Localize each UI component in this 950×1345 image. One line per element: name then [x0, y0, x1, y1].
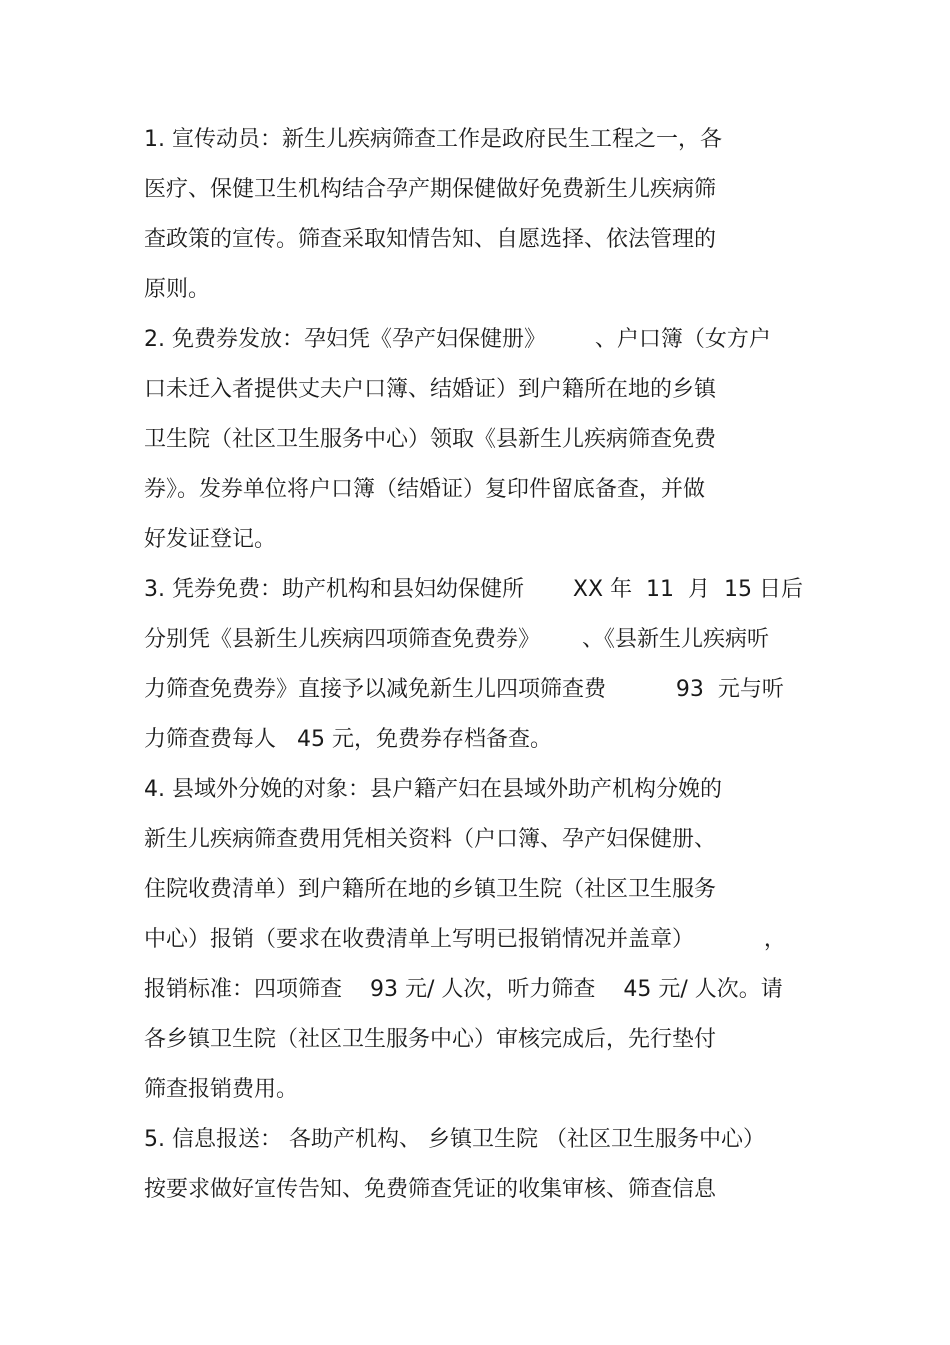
text-line: 新生儿疾病筛查费用凭相关资料（户口簿、孕产妇保健册、 [144, 827, 717, 852]
text-line: 医疗、保健卫生机构结合孕产期保健做好免费新生儿疾病筛 [144, 177, 717, 202]
text-line: 2. 免费券发放：孕妇凭《孕产妇保健册》 、户口簿（女方户 [144, 327, 771, 352]
text-line: 中心）报销（要求在收费清单上写明已报销情况并盖章） ， [144, 927, 786, 952]
text-line: 口未迁入者提供丈夫户口簿、结婚证）到户籍所在地的乡镇 [144, 377, 717, 402]
text-line: 报销标准：四项筛查 93 元/ 人次，听力筛查 45 元/ 人次。请 [144, 977, 783, 1002]
text-line: 5. 信息报送： 各助产机构、 乡镇卫生院 （社区卫生服务中心） [144, 1127, 765, 1152]
text-line: 各乡镇卫生院（社区卫生服务中心）审核完成后，先行垫付 [144, 1027, 717, 1052]
text-line: 查政策的宣传。筛查采取知情告知、自愿选择、依法管理的 [144, 227, 717, 252]
text-line: 分别凭《县新生儿疾病四项筛查免费券》 、《县新生儿疾病听 [144, 627, 769, 652]
text-line: 3. 凭券免费：助产机构和县妇幼保健所 XX 年 11 月 15 日后 [144, 577, 804, 602]
text-line: 1. 宣传动员：新生儿疾病筛查工作是政府民生工程之一，各 [144, 127, 722, 152]
text-line: 住院收费清单）到户籍所在地的乡镇卫生院（社区卫生服务 [144, 877, 717, 902]
text-line: 卫生院（社区卫生服务中心）领取《县新生儿疾病筛查免费 [144, 427, 717, 452]
text-line: 好发证登记。 [144, 527, 277, 552]
text-line: 力筛查免费券》直接予以减免新生儿四项筛查费 93 元与听 [144, 677, 784, 702]
text-line: 4. 县域外分娩的对象：县户籍产妇在县域外助产机构分娩的 [144, 777, 722, 802]
document-body [144, 118, 814, 1218]
text-line: 力筛查费每人 45 元，免费券存档备查。 [144, 727, 552, 752]
text-line: 筛查报销费用。 [144, 1077, 299, 1102]
text-line: 券》。发券单位将户口簿（结婚证）复印件留底备查，并做 [144, 477, 706, 502]
text-line: 按要求做好宣传告知、免费筛查凭证的收集审核、筛查信息 [144, 1177, 717, 1202]
text-line: 原则。 [144, 277, 211, 302]
